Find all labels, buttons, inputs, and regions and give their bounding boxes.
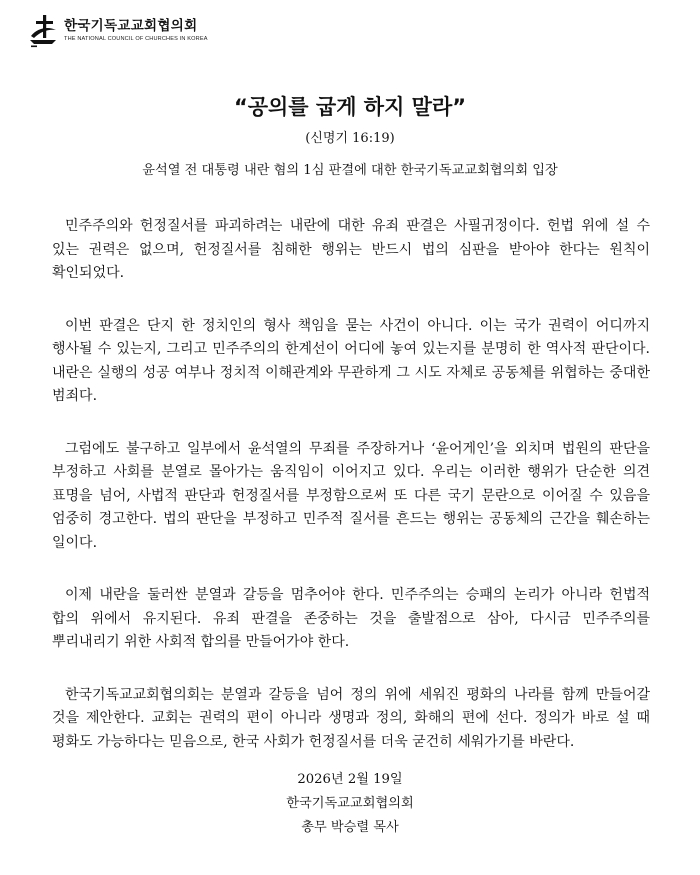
paragraph: 민주주의와 헌정질서를 파괴하려는 내란에 대한 유죄 판결은 사필귀정이다. 헌법 위에 설 수 있는 권력은 없으며, 헌정질서를 침해한 행위는 반드시 법의 심판을 받아야 한다는 원칙이 확인되었다.	[52, 218, 650, 281]
paragraph: 그럼에도 불구하고 일부에서 윤석열의 무죄를 주장하거나 ‘윤어게인’을 외치며 법원의 판단을 부정하고 사회를 분열로 몰아가는 움직임이 이어지고 있다. 우리는 이러한 행위가 단순한 의견 표명을 넘어, 사법적 판단과 헌정질서를 부정함으로써 또 다른 국기 문란으로 이어질 수 있음을 엄중히 경고한다. 법의 판단을 부정하고 민주적 질서를 흔드는 행위는 공동체의 근간을 훼손하는 일이다.	[52, 440, 650, 551]
ncck-cross-boat-logo-icon	[28, 14, 58, 48]
statement-subtitle: 윤석열 전 대통령 내란 혐의 1심 판결에 대한 한국기독교교회협의회 입장	[142, 163, 558, 178]
signature-organization: 한국기독교교회협의회	[286, 796, 414, 811]
scripture-reference: (신명기 16:19)	[305, 131, 395, 146]
paragraph: 이제 내란을 둘러싼 분열과 갈등을 멈추어야 한다. 민주주의는 승패의 논리가 아니라 헌법적 합의 위에서 유지된다. 유죄 판결을 존중하는 것을 출발점으로 삼아, 다시금 민주주의를 뿌리내리기 위한 사회적 합의를 만들어가야 한다.	[52, 587, 650, 650]
statement-body	[52, 215, 650, 754]
signature-block	[0, 768, 700, 840]
signer-name: 총무 박승렬 목사	[301, 820, 399, 835]
org-header	[28, 14, 208, 48]
paragraph: 한국기독교교회협의회는 분열과 갈등을 넘어 정의 위에 세워진 평화의 나라를 함께 만들어갈 것을 제안한다. 교회는 권력의 편이 아니라 생명과 정의, 화해의 편에 선다. 정의가 바로 설 때 평화도 가능하다는 믿음으로, 한국 사회가 헌정질서를 더욱 굳건히 세워가기를 바란다.	[52, 686, 650, 750]
org-name-english: THE NATIONAL COUNCIL OF CHURCHES IN KOREA	[64, 36, 208, 42]
paragraph: 이번 판결은 단지 한 정치인의 형사 책임을 묻는 사건이 아니다. 이는 국가 권력이 어디까지 행사될 수 있는지, 그리고 민주주의의 한계선이 어디에 놓여 있는지를 분명히 한 역사적 판단이다. 내란은 실행의 성공 여부나 정치적 이해관계와 무관하게 그 시도 자체로 공동체를 위협하는 중대한 범죄다.	[52, 317, 650, 404]
statement-date: 2026년 2월 19일	[297, 772, 403, 787]
statement-title: “공의를 굽게 하지 말라”	[233, 95, 467, 119]
org-name-korean: 한국기독교교회협의회	[64, 18, 198, 34]
